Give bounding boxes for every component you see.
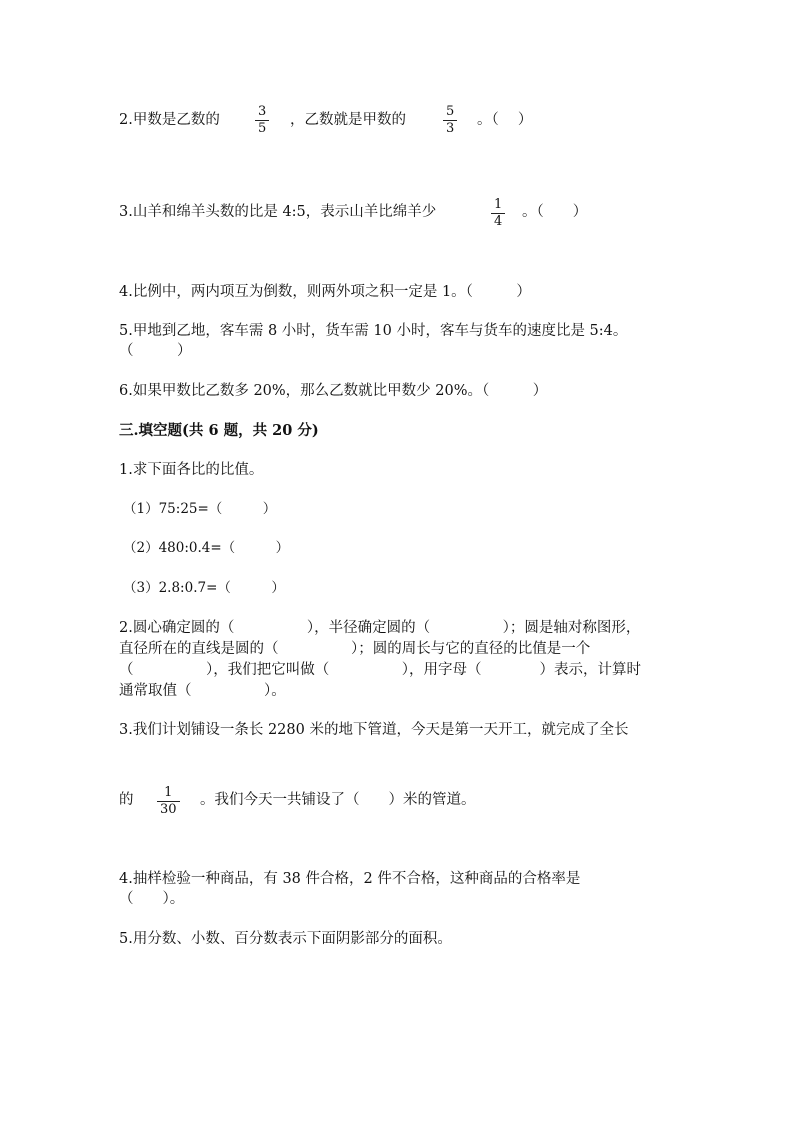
fill-question-4-line-2: （ ）。	[119, 891, 185, 907]
question-2-text-c: 。（ ）	[477, 112, 533, 128]
fraction-3-5	[255, 105, 269, 136]
fill-question-2-line-4: 通常取值（ ）。	[119, 683, 286, 699]
fraction-numerator: 1	[494, 197, 503, 212]
fill-question-2-line-3: （ ），我们把它叫做（ ），用字母（ ）表示，计算时	[119, 662, 641, 678]
question-3-text-b: 。（ ）	[522, 204, 588, 220]
fill-question-2-line-1: 2.圆心确定圆的（ ），半径确定圆的（ ）；圆是轴对称图形，	[119, 620, 641, 636]
fraction-numerator: 3	[258, 104, 267, 119]
question-3-end	[522, 202, 587, 222]
question-5-line-2: （ ）	[119, 343, 192, 359]
fraction-numerator: 5	[446, 104, 455, 119]
fraction-denominator: 30	[160, 802, 177, 817]
fill-question-3-end: 。我们今天一共铺设了（ ）米的管道。	[200, 792, 476, 808]
fill-question-3-lead: 的	[119, 792, 134, 808]
fraction-denominator: 5	[258, 121, 267, 136]
fraction-1-30	[157, 786, 180, 817]
fill-question-2-line-2: 直径所在的直线是圆的（ ）；圆的周长与它的直径的比值是一个	[119, 641, 591, 657]
question-3	[119, 202, 436, 222]
fill-question-1: 1.求下面各比的比值。	[119, 462, 264, 478]
question-6: 6.如果甲数比乙数多 20%，那么乙数就比甲数少 20%。（ ）	[119, 383, 548, 399]
section-heading: 三.填空题(共 6 题，共 20 分)	[119, 422, 319, 439]
fraction-denominator: 3	[446, 121, 455, 136]
fraction-5-3	[443, 105, 457, 136]
ratio-item-2: （2）480:0.4=（ ）	[123, 540, 290, 556]
question-5-line-1: 5.甲地到乙地，客车需 8 小时，货车需 10 小时，客车与货车的速度比是 5:4。	[119, 323, 628, 339]
ratio-item-3: （3）2.8:0.7=（ ）	[123, 580, 285, 596]
question-2-text-a: 2.甲数是乙数的	[119, 112, 220, 128]
question-2	[119, 110, 220, 130]
fraction-1-4	[491, 198, 505, 229]
fraction-denominator: 4	[494, 214, 503, 229]
fill-question-3-line-1: 3.我们计划铺设一条长 2280 米的地下管道，今天是第一天开工，就完成了全长	[119, 722, 629, 738]
ratio-item-1: （1）75:25=（ ）	[123, 501, 277, 517]
question-2-middle	[290, 110, 406, 130]
fill-question-5: 5.用分数、小数、百分数表示下面阴影部分的面积。	[119, 931, 452, 947]
fraction-numerator: 1	[164, 785, 173, 800]
question-4: 4.比例中，两内项互为倒数，则两外项之积一定是 1。（ ）	[119, 284, 531, 300]
question-2-end	[477, 110, 532, 130]
question-2-text-b: ，乙数就是甲数的	[290, 112, 406, 128]
question-3-text-a: 3.山羊和绵羊头数的比是 4:5，表示山羊比绵羊少	[119, 204, 437, 220]
fill-question-4-line-1: 4.抽样检验一种商品，有 38 件合格，2 件不合格，这种商品的合格率是	[119, 871, 581, 887]
